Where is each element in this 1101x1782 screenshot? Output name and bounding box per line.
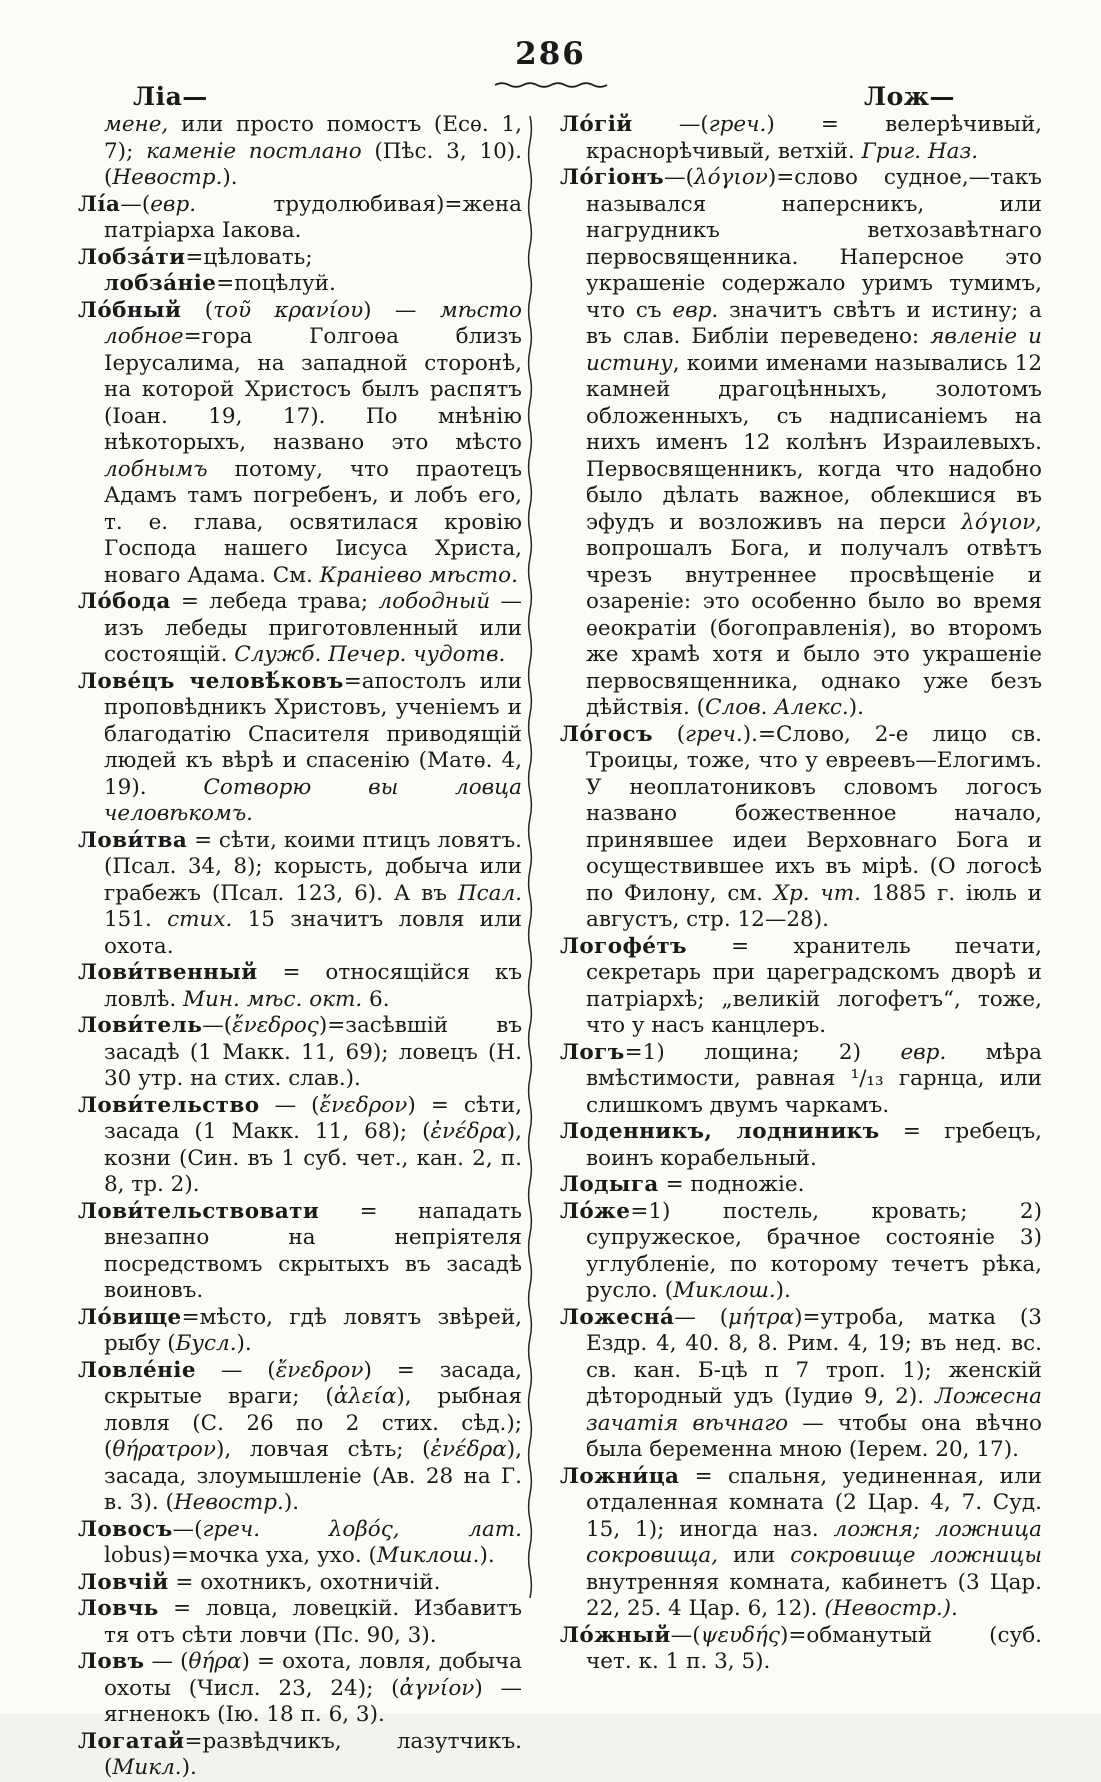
entry-text: ) — ягненокъ (Ію. 18 п. 6, 3). xyxy=(104,1675,522,1727)
entry-text: μήτρα xyxy=(728,1304,795,1330)
entry-text: ἁλεία xyxy=(333,1384,397,1409)
entry-text: ἔνεδρος xyxy=(232,1013,319,1038)
entry-text: лобнымъ xyxy=(104,456,208,482)
entry-headword: Лови́тельствовати xyxy=(78,1198,320,1224)
entry-headword: Лі́а xyxy=(78,191,121,217)
dictionary-entry xyxy=(560,1464,1042,1623)
entry-text: =мѣсто, гдѣ ловятъ звѣрей, рыбу ( xyxy=(104,1304,522,1356)
entry-text: Мин. мѣс. окт. xyxy=(183,986,363,1012)
entry-text: Псал. xyxy=(457,880,522,906)
entry-text: Невостр. xyxy=(173,1490,284,1515)
entry-text: Ложесна зачатія вѣчнаго xyxy=(586,1384,1042,1436)
entry-text: =1) лощина; 2) xyxy=(624,1039,901,1065)
dictionary-entry xyxy=(78,669,522,828)
entry-text: внутренняя комната, кабинетъ (3 Цар. 22, 25. 4 Цар. 6, 12). xyxy=(586,1569,1042,1621)
dictionary-entry xyxy=(560,1172,1042,1199)
dictionary-entry xyxy=(560,1305,1042,1464)
entry-text: = хранитель печати, секретарь при цареградскомъ дворѣ и патріархѣ; „великій логофетъ“, тоже, что у насъ канцлеръ. xyxy=(586,933,1042,1038)
entry-text: греч. xyxy=(708,112,767,137)
dictionary-entry xyxy=(78,1305,522,1358)
dictionary-entry xyxy=(560,165,1042,722)
entry-text: = ловца, ловецкій. Избавитъ тя отъ сѣти ловчи (Пс. 90, 3). xyxy=(104,1596,522,1648)
entry-text: ) — xyxy=(363,297,440,323)
entry-text: сокровище ложницы xyxy=(790,1543,1042,1568)
entry-text: ). xyxy=(479,1543,495,1568)
entry-text: Миклош. xyxy=(376,1543,480,1568)
entry-text: , вопрошалъ Бога, и получалъ отвѣтъ чрезъ внутреннее просвѣщеніе и озареніе: это особенно было во время ѳеократіи (богоправленія), во второмъ же храмѣ хотя и было это украшеніе первосвященника, однако уже безъ дѣйствія. ( xyxy=(586,509,1042,720)
dictionary-entry xyxy=(78,192,522,245)
entry-text: ложня; ложница сокровища, xyxy=(586,1516,1042,1568)
entry-headword: Ловъ xyxy=(78,1649,145,1674)
entry-text: ) = велерѣчивый, краснорѣчивый, ветхій. xyxy=(586,112,1042,164)
entry-text: ).=Слово, 2-е лицо св. Троицы, тоже, что у евреевъ—Елогимъ. У неоплатониковъ словомъ логосъ названо божественное начало, принявшее идеи Верховнаго Бога и осуществившее ихъ въ мірѣ. (О логосѣ по Филону, см. xyxy=(586,721,1042,906)
entry-text: = лебеда трава; xyxy=(170,589,379,614)
entry-text: 6. xyxy=(362,986,390,1012)
entry-headword: Логатай xyxy=(78,1728,185,1754)
entry-text: ), ловчая сѣть; ( xyxy=(215,1437,431,1462)
entry-text: (Пѣс. 3, 10). ( xyxy=(104,138,522,190)
entry-headword: Логофе́тъ xyxy=(560,933,687,959)
entry-text: Краніево мѣсто. xyxy=(319,562,518,588)
entry-text: ἔνεδρον xyxy=(275,1357,364,1383)
entry-headword: Ложни́ца xyxy=(560,1463,680,1489)
entry-text: ), рыбная ловля (С. 26 по 2 стих. сѣд.); ( xyxy=(104,1384,522,1462)
entry-text: Хр. чт. xyxy=(773,880,861,906)
entry-headword: Ло́жный xyxy=(560,1622,671,1648)
entry-text: ). xyxy=(222,165,238,190)
entry-text: ἐνέδρα xyxy=(430,1119,507,1144)
entry-text: ψευδής xyxy=(700,1622,780,1648)
entry-text: ). xyxy=(775,1278,791,1303)
dictionary-entry xyxy=(560,1040,1042,1120)
entry-text: евр. xyxy=(672,297,719,323)
entry-text: —( xyxy=(172,1516,203,1542)
entry-text: λόγιον xyxy=(693,165,768,190)
entry-text: =поцѣлуй. xyxy=(216,271,336,296)
entry-text: = относящійся къ ловлѣ. xyxy=(104,960,522,1012)
entry-text: ) = засада, скрытые враги; ( xyxy=(104,1357,522,1409)
entry-continuation xyxy=(78,112,522,192)
entry-text: ἔνεδρον xyxy=(319,1092,408,1118)
entry-headword: Ло́бода xyxy=(78,589,171,614)
entry-headword: лобза́ніе xyxy=(104,271,217,296)
entry-headword: Ловосъ xyxy=(78,1516,173,1542)
entry-headword: Ложесна́ xyxy=(560,1304,675,1330)
entry-headword: Ловчь xyxy=(78,1596,159,1621)
entry-text: греч. xyxy=(685,721,743,747)
entry-headword: Ло́бный xyxy=(78,297,182,323)
entry-headword: Ло́гій xyxy=(560,112,633,137)
dictionary-entry xyxy=(78,589,522,669)
entry-text: =гора Голгоѳа близъ Іерусалима, на западной сторонѣ, на которой Христосъ былъ распятъ (Іоан. 19, 17). По мнѣнію нѣкоторыхъ, названо это мѣсто xyxy=(104,324,522,455)
entry-headword: Лови́тва xyxy=(78,827,188,853)
entry-text: Сотворю вы ловца человѣкомъ. xyxy=(104,774,523,826)
entry-text: =развѣдчикъ, лазутчикъ. ( xyxy=(104,1728,522,1780)
dictionary-entry xyxy=(78,1649,522,1729)
entry-text: — ( xyxy=(144,1649,189,1674)
dictionary-entry xyxy=(560,1199,1042,1305)
entry-text: = гребецъ, воинъ корабельный. xyxy=(586,1119,1042,1171)
entry-text: стих. xyxy=(167,907,233,932)
entry-text: τοῦ κρανίου xyxy=(213,297,364,323)
entry-text: евр. xyxy=(150,191,197,217)
entry-text: потому, что праотецъ Адамъ тамъ погребенъ, и лобъ его, т. е. глава, освятилася кровію Господа нашего Іисуса Христа, новаго Адама. См. xyxy=(104,456,522,588)
entry-text: —( xyxy=(120,191,151,217)
column-divider xyxy=(524,116,536,1598)
dictionary-entry xyxy=(78,1596,522,1649)
entry-text: Миклош. xyxy=(673,1278,776,1303)
entry-headword: Лови́тель xyxy=(78,1013,203,1038)
entry-text: мѣсто лобное xyxy=(104,297,522,349)
entry-text: —( xyxy=(202,1013,233,1038)
entry-text: Микл. xyxy=(112,1755,182,1780)
entry-headword: Ловле́ніе xyxy=(78,1357,196,1383)
dictionary-entry xyxy=(78,1729,522,1782)
entry-text: Бусл. xyxy=(175,1331,237,1356)
entry-text: 15 значитъ ловля или охота. xyxy=(104,907,522,959)
entry-text: ). xyxy=(848,695,864,720)
entry-headword: Ло́госъ xyxy=(560,721,653,747)
entry-text: мене, xyxy=(104,112,181,137)
entry-text: = сѣти, коими птицъ ловятъ. (Псал. 34, 8); корысть, добыча или грабежъ (Псал. 123, 6). А въ xyxy=(104,827,522,906)
entry-text: =1) постель, кровать; 2) супружеское, брачное состояніе 3) углубленіе, по которому течетъ рѣка, русло. ( xyxy=(586,1198,1042,1303)
right-column xyxy=(560,112,1042,1676)
entry-headword: Лодыга xyxy=(560,1172,659,1197)
entry-text: θήρατρον xyxy=(112,1437,216,1462)
dictionary-entry xyxy=(78,1199,522,1305)
entry-text: ) = охота, ловля, добыча охоты (Числ. 23, 24); ( xyxy=(104,1649,522,1701)
entry-text: 151. xyxy=(104,907,168,932)
entry-text: явленіе и истину xyxy=(586,324,1042,376)
entry-headword: Лове́цъ человѣ́ковъ xyxy=(78,668,344,694)
entry-text: ἀγνίον xyxy=(399,1675,475,1701)
running-head-right: Лож— xyxy=(863,82,955,111)
entry-headword: Ло́вище xyxy=(78,1304,182,1330)
entry-text: ). xyxy=(236,1331,252,1356)
entry-text: ( xyxy=(181,297,214,323)
running-head-left: Ліа— xyxy=(133,82,208,111)
entry-text: (Невостр.). xyxy=(824,1596,958,1621)
entry-text: =апостолъ или проповѣдникъ Христовъ, ученіемъ и благодатію Спасителя приводящій людей къ вѣрѣ и спасенію (Матѳ. 4, 19). xyxy=(104,668,522,800)
dictionary-entry xyxy=(78,960,522,1013)
entry-text: —( xyxy=(632,112,709,137)
entry-text: лободный xyxy=(378,589,491,614)
entry-text: или xyxy=(718,1543,791,1568)
dictionary-entry xyxy=(78,298,522,590)
entry-text: Слов. Алекс. xyxy=(705,695,849,720)
entry-text: ) = сѣти, засада (1 Макк. 11, 68); ( xyxy=(104,1092,522,1144)
entry-text: ). xyxy=(283,1490,300,1515)
entry-text: θήρα xyxy=(188,1649,242,1674)
page-number-underline xyxy=(493,78,609,90)
dictionary-entry xyxy=(78,1093,522,1199)
dictionary-entry xyxy=(560,722,1042,934)
dictionary-entry xyxy=(78,1358,522,1517)
entry-text: ἐνέδρα xyxy=(430,1437,507,1462)
dictionary-entry xyxy=(78,1517,522,1570)
entry-text: = спальня, уединенная, или отдаленная комната (2 Цар. 4, 7. Суд. 15, 1); иногда наз. xyxy=(586,1463,1042,1542)
dictionary-entry xyxy=(560,1119,1042,1172)
entry-headword: Лови́тельство xyxy=(78,1092,260,1118)
entry-text: = нападать внезапно на непріятеля посредствомъ скрытыхъ въ засадѣ воиновъ. xyxy=(104,1198,522,1303)
page-number: 286 xyxy=(515,36,586,72)
entry-text: )=слово судное,—такъ назывался наперсникъ, или нагрудникъ ветхозавѣтнаго первосвященника. Наперсное это украшеніе содержало уримъ тумимъ, что съ xyxy=(586,165,1042,323)
dictionary-entry xyxy=(78,1013,522,1093)
entry-text: Невостр. xyxy=(112,165,223,190)
entry-text: , коими именами назывались 12 камней драгоцѣнныхъ, золотомъ обложенныхъ, съ надписаніемъ на нихъ именъ 12 колѣнъ Израилевыхъ. Первосвященникъ, когда что надобно было дѣлать важное, облекшися въ эфудъ и возложивъ на перси xyxy=(586,350,1042,535)
entry-text: трудолюбивая)=жена патріарха Іакова. xyxy=(104,191,522,243)
entry-headword: Ло́же xyxy=(560,1198,631,1224)
entry-text: мѣра вмѣстимости, равная ¹/₁₃ гарнца, или слишкомъ двумъ чаркамъ. xyxy=(586,1039,1042,1118)
dictionary-entry xyxy=(560,112,1042,165)
entry-text: ). xyxy=(181,1755,197,1780)
entry-text: греч. xyxy=(202,1516,261,1542)
entry-text: — чтобы она вѣчно была беременна мною (Іерем. 20, 17). xyxy=(586,1410,1042,1462)
entry-text: = подножіе. xyxy=(658,1172,805,1197)
dictionary-entry xyxy=(78,828,522,961)
entry-headword: Лобза́ти xyxy=(78,244,186,270)
entry-text: ), козни (Син. въ 1 суб. чет., кан. 2, п. 8, тр. 2). xyxy=(104,1119,522,1197)
entry-text: Служб. Печер. чудотв. xyxy=(234,642,506,667)
entry-text: 1885 г. іюль и августъ, стр. 12—28). xyxy=(586,880,1042,932)
entry-text: ( xyxy=(652,721,686,747)
entry-text: )=обманутый (суб. чет. к. 1 п. 3, 5). xyxy=(586,1622,1042,1674)
entry-text: Григ. Наз. xyxy=(861,138,979,164)
entry-text: — ( xyxy=(674,1304,729,1330)
entry-text: )=утроба, матка (3 Ездр. 4, 40. 8, 8. Рим. 4, 19; въ нед. вс. св. кан. Б-цѣ п 7 троп. 1); женскій дѣтородный удъ (Іудиѳ 9, 2). xyxy=(586,1304,1042,1409)
entry-text: каменіе постлано xyxy=(146,138,375,164)
entry-text: lobus)=мочка уха, ухо. ( xyxy=(104,1543,377,1568)
entry-text: —( xyxy=(670,1622,701,1648)
entry-text: или просто помостъ (Есѳ. 1, 7); xyxy=(104,112,522,164)
entry-text: лат. xyxy=(468,1516,522,1542)
entry-text: евр. xyxy=(900,1039,947,1065)
entry-text: )=засѣвшій въ засадѣ (1 Макк. 11, 69); ловецъ (Н. 30 утр. на стих. слав.). xyxy=(104,1013,522,1091)
entry-headword: Лови́твенный xyxy=(78,960,258,985)
dictionary-entry xyxy=(78,1570,522,1597)
entry-headword: Ло́гіонъ xyxy=(560,165,665,190)
entry-text: —( xyxy=(664,165,694,190)
entry-text: λοβός, xyxy=(260,1516,469,1542)
entry-text: — ( xyxy=(195,1357,276,1383)
dictionary-entry xyxy=(560,934,1042,1040)
entry-text: — изъ лебеды приготовленный или состоящій. xyxy=(104,589,522,667)
entry-text: =цѣловать; xyxy=(185,244,313,270)
entry-headword: Логъ xyxy=(560,1039,625,1065)
left-column xyxy=(78,112,522,1782)
entry-text: λόγιον xyxy=(961,509,1036,535)
entry-text: значитъ свѣтъ и истину; а въ слав. Библіи переведено: xyxy=(586,297,1042,349)
entry-text: — ( xyxy=(259,1092,320,1118)
dictionary-entry xyxy=(560,1623,1042,1676)
entry-headword: Лоденникъ, лодниникъ xyxy=(560,1119,880,1144)
entry-headword: Ловчій xyxy=(78,1569,169,1595)
entry-text: ), засада, злоумышленіе (Ав. 28 на Г. в. 3). ( xyxy=(104,1437,522,1515)
entry-text: = охотникъ, охотничій. xyxy=(168,1569,441,1595)
dictionary-entry xyxy=(78,245,522,298)
